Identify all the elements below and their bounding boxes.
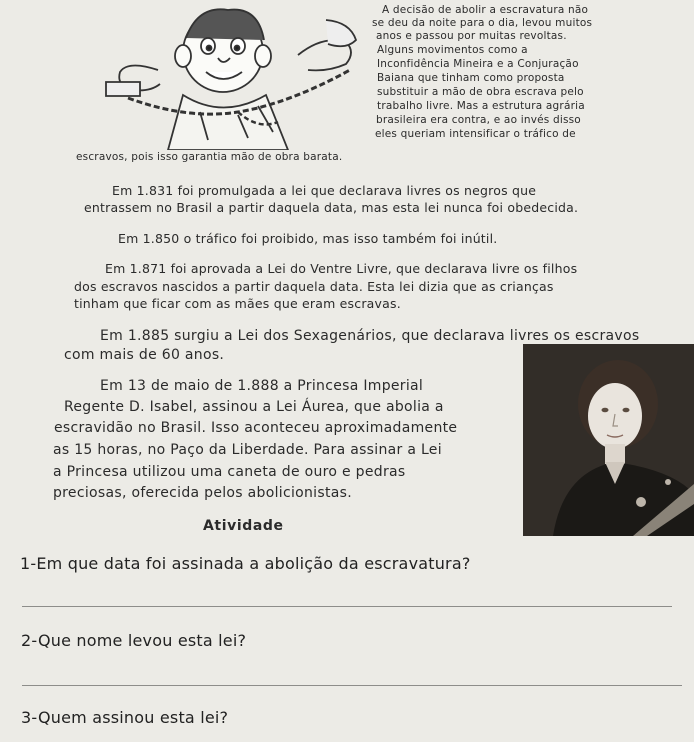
paragraph-1885-line-2: com mais de 60 anos. [64,347,225,363]
paragraph-1850-line-1: Em 1.850 o tráfico foi proibido, mas isso também foi inútil. [118,231,498,246]
activity-heading: Atividade [203,518,284,534]
intro-line-5: Inconfidência Mineira e a Conjuração [377,58,579,70]
paragraph-1888-line-6: preciosas, oferecida pelos abolicionistas. [53,485,352,501]
intro-line-7: substituir a mão de obra escrava pelo [377,86,584,98]
intro-line-10: eles queriam intensificar o tráfico de [375,128,576,140]
intro-line-1: A decisão de abolir a escravatura não [382,4,589,16]
intro-line-2: se deu da noite para o dia, levou muitos [372,17,593,29]
paragraph-1871-line-2: dos escravos nascidos a partir daquela data. Esta lei dizia que as crianças [74,279,554,294]
paragraph-1885-line-1: Em 1.885 surgiu a Lei dos Sexagenários, que declarava livres os escravos [100,328,640,344]
question-1: 1-Em que data foi assinada a abolição da escravatura? [20,554,471,573]
intro-line-9: brasileira era contra, e ao invés disso [376,114,581,126]
paragraph-1888-line-1: Em 13 de maio de 1.888 a Princesa Imperial [100,378,424,394]
paragraph-1888-line-3: escravidão no Brasil. Isso aconteceu aproximadamente [54,420,458,436]
intro-line-8: trabalho livre. Mas a estrutura agrária [377,100,585,112]
princess-isabel-portrait [523,344,694,536]
paragraph-1871-line-3: tinham que ficar com as mães que eram escravas. [74,296,401,311]
question-2: 2-Que nome levou esta lei? [21,631,247,650]
paragraph-1888-line-2: Regente D. Isabel, assinou a Lei Áurea, que abolia a [64,399,444,415]
answer-line-2[interactable] [22,685,682,686]
intro-line-3: anos e passou por muitas revoltas. [376,30,567,42]
paragraph-1871-line-1: Em 1.871 foi aprovada a Lei do Ventre Livre, que declarava livre os filhos [105,261,578,276]
intro-line-11: escravos, pois isso garantia mão de obra barata. [76,151,343,163]
paragraph-1831-line-1: Em 1.831 foi promulgada a lei que declarava livres os negros que [112,183,537,198]
intro-line-4: Alguns movimentos como a [377,44,528,56]
paragraph-1831-line-2: entrassem no Brasil a partir daquela data, mas esta lei nunca foi obedecida. [84,200,579,215]
paragraph-1888-line-5: a Princesa utilizou uma caneta de ouro e pedras [53,464,406,480]
chained-man-illustration [88,0,370,150]
paragraph-1888-line-4: as 15 horas, no Paço da Liberdade. Para assinar a Lei [53,442,442,458]
question-3: 3-Quem assinou esta lei? [21,708,229,727]
answer-line-1[interactable] [22,606,672,607]
intro-line-6: Baiana que tinham como proposta [377,72,565,84]
